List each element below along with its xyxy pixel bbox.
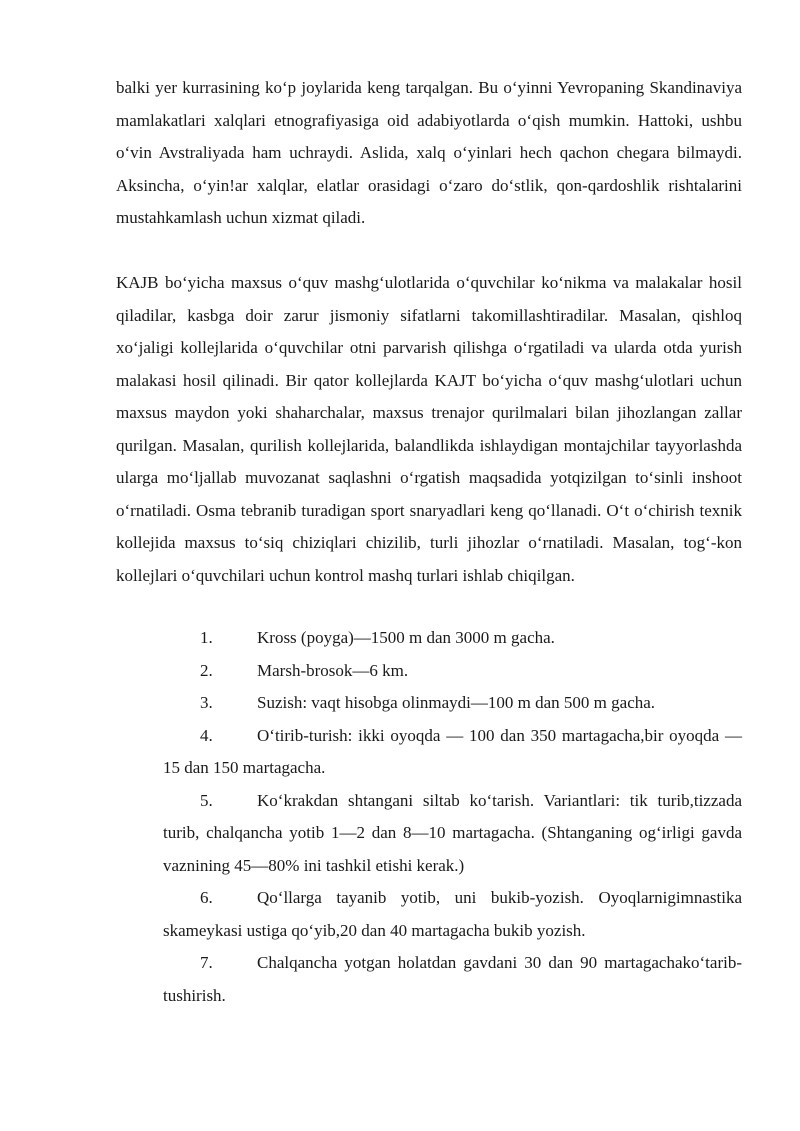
paragraph-applied-training: KAJB bo‘yicha maxsus o‘quv mashg‘ulotlarida o‘quvchilar ko‘nikma va malakalar hosil qiladilar, kasbga doir zarur jismoniy sifatlarni takomillashtiradilar. Masalan, qishloq xo‘jaligi kollejlarida o‘quvchilar otni parvarish qilishga o‘rgatiladi va ularda otda yurish malakasi hosil qilinadi. Bir qator kollejlarda KAJT bo‘yicha o‘quv mashg‘ulotlari uchun maxsus maydon yoki shaharchalar, maxsus trenajor qurilmalari bilan jihozlangan zallar qurilgan. Masalan, qurilish kollejlarida, balandlikda ishlaydigan montajchilar tayyorlashda ularga mo‘ljallab muvozanat saqlashni o‘rgatish maqsadida yotqizilgan to‘sinli inshoot o‘rnatiladi. Osma tebranib turadigan sport snaryadlari keng qo‘llanadi. O‘t o‘chirish texnik kollejida maxsus to‘siq chiziqlari chizilib, turli jihozlar o‘rnatiladi. Masalan, tog‘-kon kollejlari o‘quvchilari uchun kontrol mashq turlari ishlab chiqilgan. [116,273,742,585]
list-item-number: 1. [200,628,213,647]
list-item-number: 7. [200,953,213,972]
list-item-number: 6. [200,888,213,907]
list-item-text: Ko‘krakdan shtangani siltab ko‘tarish. Variantlari: tik turib,tizzada turib, chalqancha yotib 1—2 dan 8—10 martagacha. (Shtanganing og‘irligi gavda vaznining 45—80% ini tashkil etishi kerak.) [163,790,742,875]
list-item [0,947,742,1012]
list-item-text: Marsh-brosok—6 km. [257,660,409,680]
list-item-text: O‘tirib-turish: ikki oyoqda — 100 dan 350 martagacha,bir oyoqda — 15 dan 150 martagacha. [163,725,742,777]
list-item-text: Kross (poyga)—1500 m dan 3000 m gacha. [257,628,555,647]
list-item [0,785,742,883]
list-item [0,622,742,655]
list-item [0,720,742,785]
list-item-text: Qo‘llarga tayanib yotib, uni bukib-yozish. Oyoqlarnigimnastika skameykasi ustiga qo‘yib,20 dan 40 martagacha bukib yozish. [163,888,742,940]
list-item-number: 5. [200,790,213,810]
list-item [0,687,742,720]
list-item [0,655,742,688]
list-item-number: 4. [200,725,213,745]
paragraph-folk-games: balki yer kurrasining ko‘p joylarida keng tarqalgan. Bu o‘yinni Yevropaning Skandinaviya mamlakatlari xalqlari etnografiyasiga oid adabiyotlarda o‘qish mumkin. Hattoki, ushbu o‘vin Avstraliyada ham uchraydi. Aslida, xalq o‘yinlari hech qachon chegara bilmaydi. Aksincha, o‘yin!ar xalqlar, elatlar orasidagi o‘zaro do‘stlik, qon-qardoshlik rishtalarini mustahkamlash uchun xizmat qiladi. [116,78,742,227]
list-item-number: 3. [200,693,213,712]
list-item [0,882,742,947]
list-item-text: Suzish: vaqt hisobga olinmaydi—100 m dan 500 m gacha. [257,693,656,712]
list-item-text: Chalqancha yotgan holatdan gavdani 30 dan 90 martagachako‘tarib-tushirish. [163,953,742,1005]
list-item-number: 2. [200,660,213,680]
exercise-list [0,622,800,1012]
